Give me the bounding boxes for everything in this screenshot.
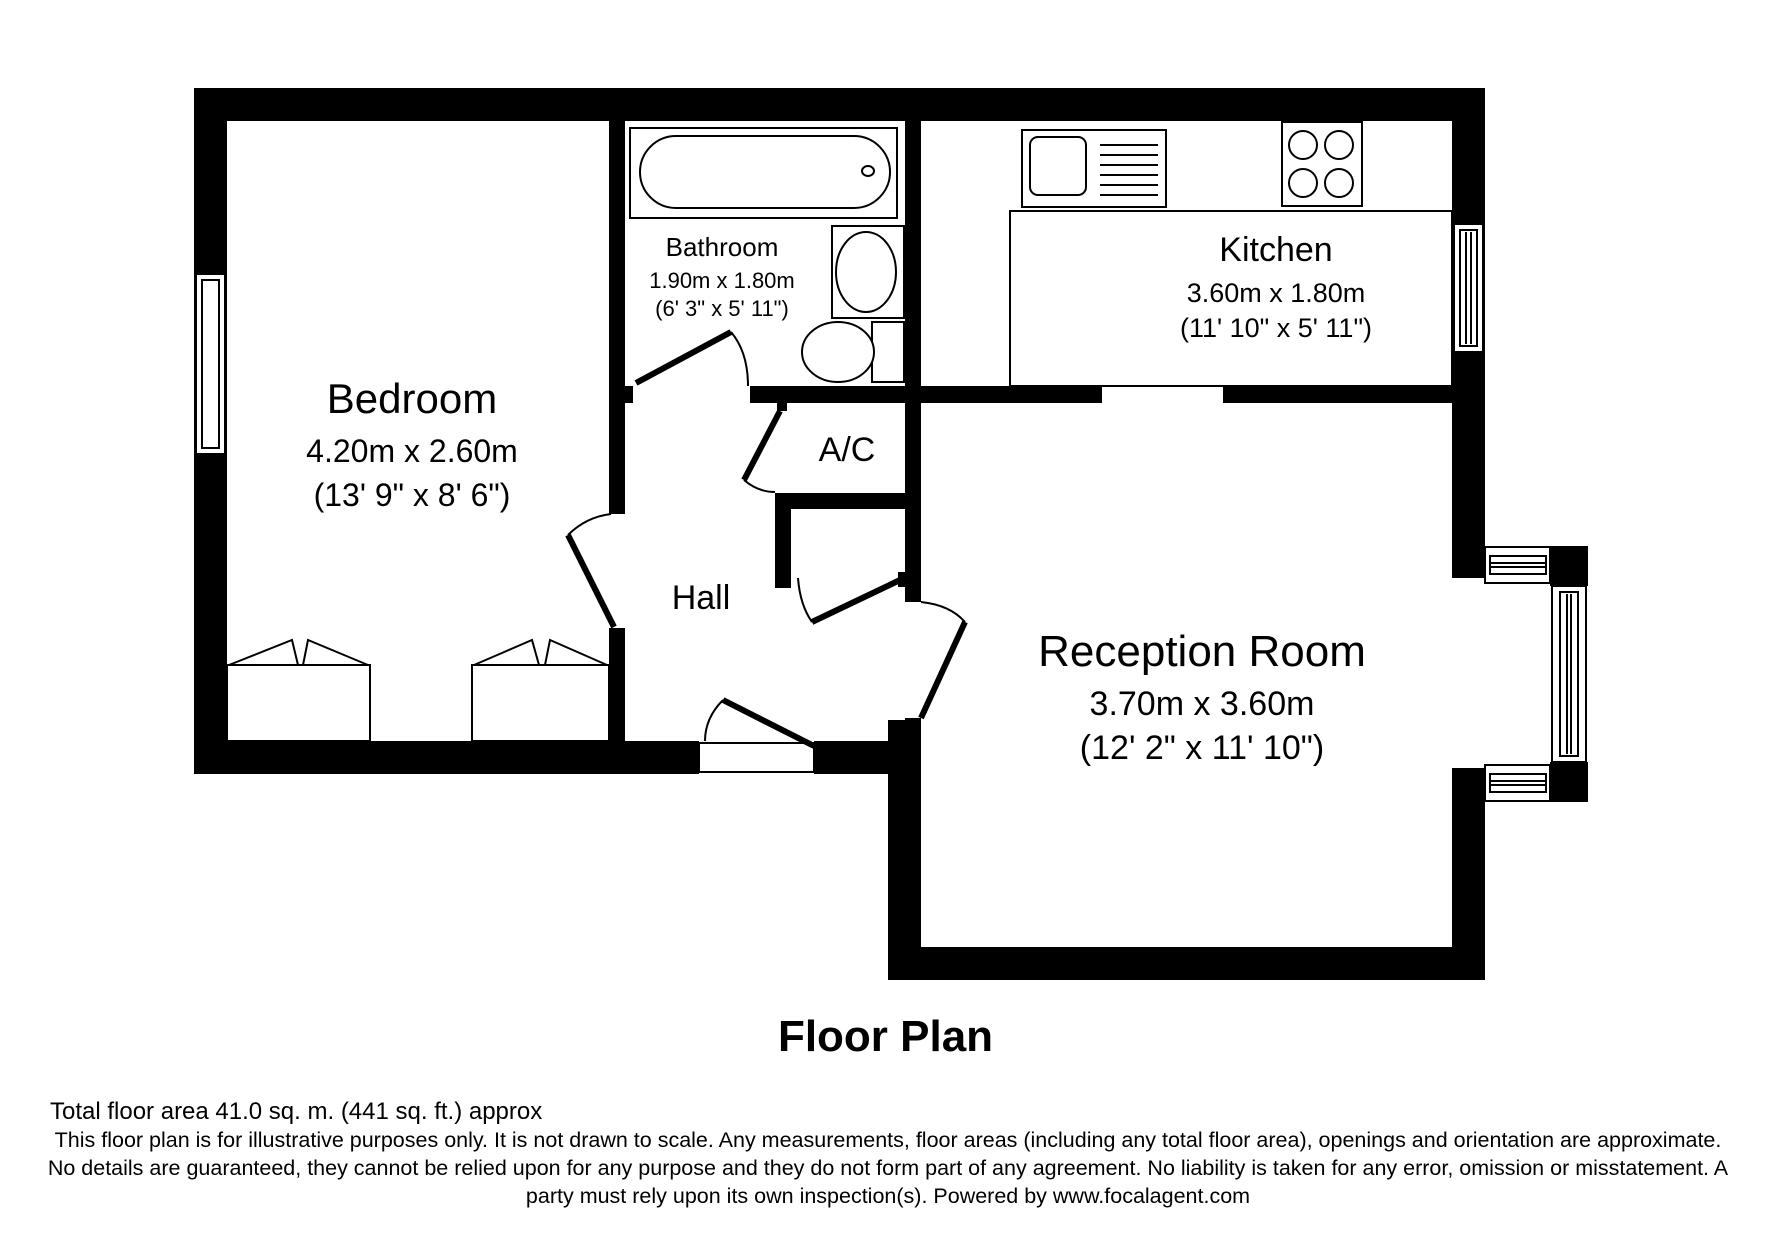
wall-reception-bottom xyxy=(888,947,1485,980)
cupboard-door xyxy=(798,578,900,622)
wall-bottom-bedroom xyxy=(194,741,699,774)
kitchen-imperial: (11' 10" x 5' 11") xyxy=(1179,313,1373,343)
kitchen-name: Kitchen xyxy=(1219,231,1333,269)
wall-ac-bottom xyxy=(775,493,921,509)
total-floor-area: Total floor area 41.0 sq. m. (441 sq. ft.) approx xyxy=(50,1098,543,1125)
wall-bedroom-hall-upper xyxy=(609,121,625,514)
bathroom-label xyxy=(649,232,795,321)
wall-hall-reception-lower xyxy=(905,718,921,741)
hall-name: Hall xyxy=(671,579,731,617)
sink-icon xyxy=(1022,130,1166,207)
bedroom-window xyxy=(196,274,225,454)
bedroom-metric: 4.20m x 2.60m xyxy=(306,433,518,469)
wall-hall-reception-upper xyxy=(905,380,921,602)
wardrobe-right-icon xyxy=(472,640,609,741)
bay-top-post xyxy=(1550,546,1588,586)
reception-label xyxy=(1038,627,1366,767)
bedroom-door xyxy=(568,514,614,627)
bay-bottom-post xyxy=(1550,762,1588,802)
disclaimer: This floor plan is for illustrative purposes only. It is not drawn to scale. Any measurements, floor areas (including any total floor area), openings and orientation are approximate. No details are guaranteed, they cannot be relied upon for any purpose and they do not form part of any agreement. No liability is taken for any error, omission or misstatement. A party must rely upon its own inspection(s). Powered by www.focalagent.com xyxy=(47,1128,1729,1208)
wall-bath-kitchen xyxy=(905,121,921,396)
bathroom-imperial: (6' 3" x 5' 11") xyxy=(655,296,789,321)
front-entrance-threshold xyxy=(699,743,814,772)
reception-metric: 3.70m x 3.60m xyxy=(1089,685,1315,723)
kitchen-window xyxy=(1454,224,1483,352)
reception-bay-window-bottom xyxy=(1485,765,1550,801)
front-door xyxy=(705,700,814,746)
wall-kitchen-bottom-left xyxy=(921,386,1102,403)
wall-bathroom-stub xyxy=(625,386,633,403)
bathroom-metric: 1.90m x 1.80m xyxy=(649,268,795,293)
wardrobe-left-icon xyxy=(227,640,370,741)
wall-bedroom-hall-lower xyxy=(609,628,625,741)
bedroom-name: Bedroom xyxy=(326,375,498,422)
ac-name: A/C xyxy=(818,431,876,469)
bathroom-name: Bathroom xyxy=(665,232,779,262)
wall-bathroom-bottom xyxy=(750,386,921,403)
plan-title: Floor Plan xyxy=(777,1012,994,1061)
reception-door xyxy=(921,602,965,718)
wall-top xyxy=(194,88,1485,121)
wall-right-lower xyxy=(1452,768,1485,980)
basin-icon xyxy=(832,226,904,318)
reception-name: Reception Room xyxy=(1038,627,1366,676)
bedroom-imperial: (13' 9" x 8' 6") xyxy=(313,477,511,513)
reception-bay-window-front xyxy=(1552,586,1586,762)
toilet-icon xyxy=(802,322,904,382)
reception-bay-window-top xyxy=(1485,547,1550,583)
kitchen-metric: 3.60m x 1.80m xyxy=(1186,278,1366,308)
bathroom-door xyxy=(636,332,748,386)
ac-door xyxy=(744,411,780,492)
hob-icon xyxy=(1282,122,1362,206)
bath-icon xyxy=(630,128,897,218)
wall-kitchen-bottom-right xyxy=(1223,386,1452,403)
wall-ac-door-jamb xyxy=(777,403,787,411)
ac-label xyxy=(819,431,876,469)
bedroom-label xyxy=(306,375,518,513)
wall-reception-left xyxy=(888,720,921,980)
reception-imperial: (12' 2" x 11' 10") xyxy=(1079,729,1325,767)
hall-label xyxy=(672,579,731,617)
